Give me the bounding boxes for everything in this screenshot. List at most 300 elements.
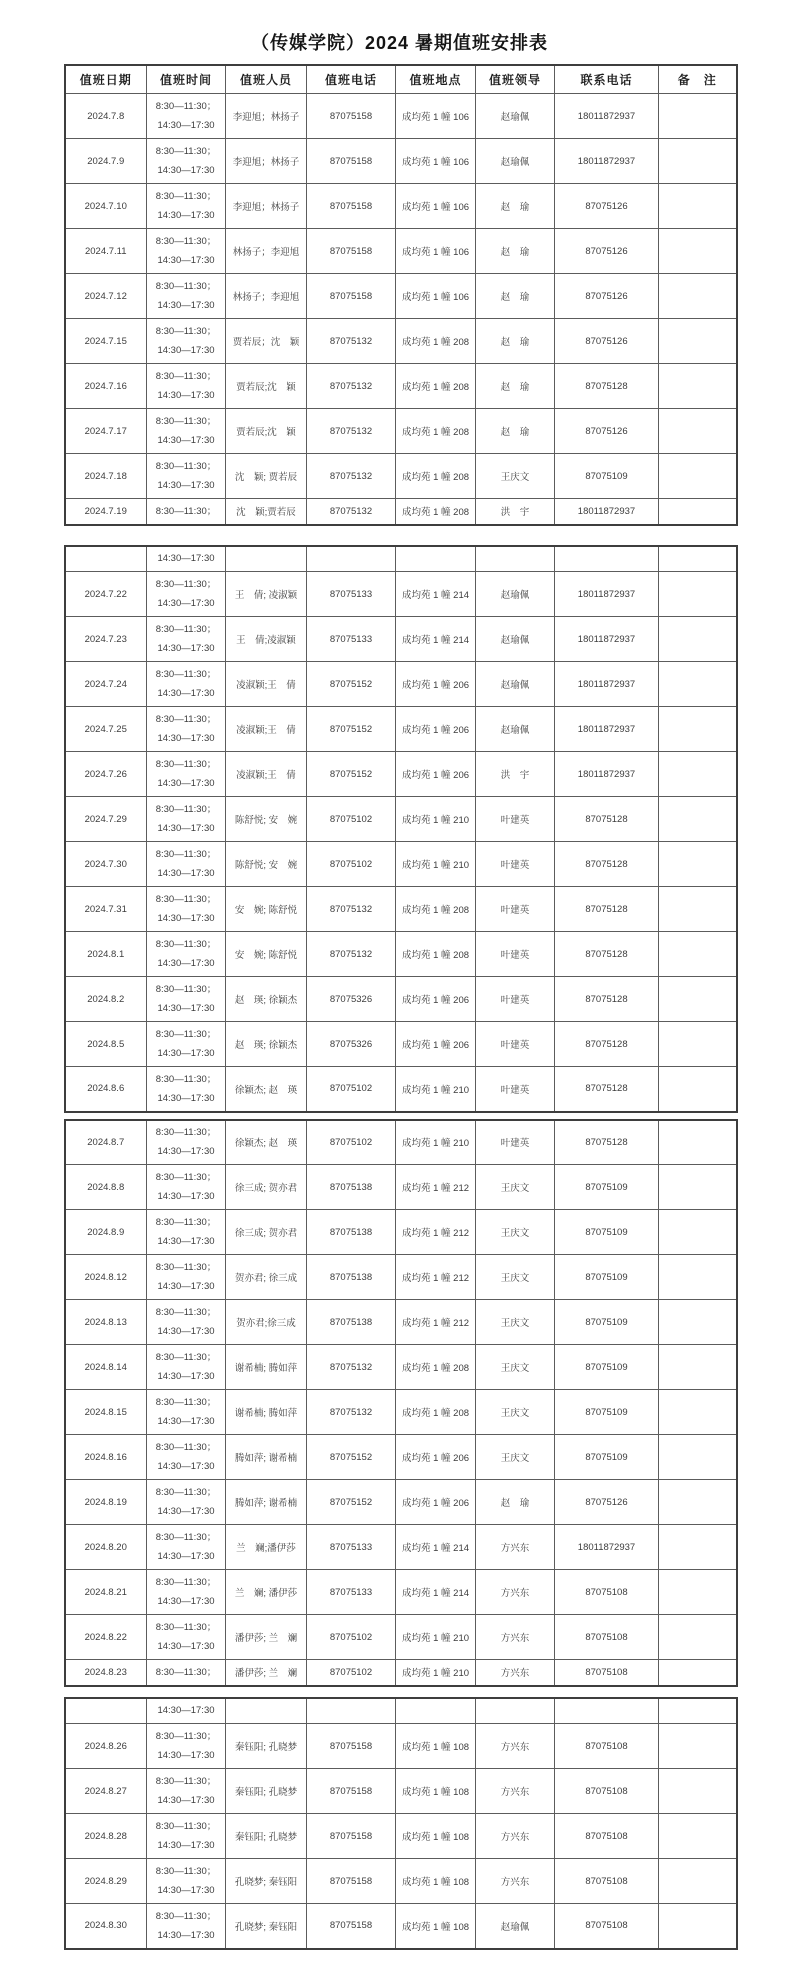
table-row: [65, 1390, 737, 1435]
contact-phone-cell: 18011872937: [555, 662, 659, 707]
duty-person-cell: 兰 斓; 潘伊莎: [226, 1570, 307, 1615]
duty-phone-cell: 87075132: [307, 499, 396, 525]
remark-cell: [659, 1904, 737, 1949]
duty-time-line: 8:30—11:30；: [155, 1622, 217, 1633]
duty-time-line: 14:30—17:30: [157, 1506, 215, 1517]
duty-time-line: 8:30—11:30；: [155, 326, 217, 337]
duty-time-cell: [147, 1525, 226, 1570]
duty-phone-cell: 87075132: [307, 1390, 396, 1435]
duty-person-cell: 徐三成; 贺亦君: [226, 1165, 307, 1210]
schedule-table-section-4: [64, 1697, 738, 1950]
duty-date-cell: 2024.8.22: [65, 1615, 147, 1660]
duty-time-line: 8:30—11:30；: [155, 1487, 217, 1498]
duty-time-cell: [147, 1435, 226, 1480]
duty-leader-cell: 赵瑜佩: [476, 94, 555, 139]
duty-phone-cell: 87075158: [307, 1814, 396, 1859]
duty-phone-cell: 87075138: [307, 1210, 396, 1255]
duty-leader-cell: 赵瑜佩: [476, 707, 555, 752]
duty-location-cell: 成均苑 1 幢 206: [396, 662, 476, 707]
duty-leader-cell: 方兴东: [476, 1615, 555, 1660]
duty-person-cell: 凌淑颖;王 倩: [226, 752, 307, 797]
duty-time-line: 8:30—11:30；: [155, 579, 217, 590]
table-row: [65, 662, 737, 707]
duty-date-cell: 2024.8.27: [65, 1769, 147, 1814]
duty-phone-cell: 87075102: [307, 1660, 396, 1686]
duty-date-cell: 2024.7.24: [65, 662, 147, 707]
duty-phone-cell: [307, 1698, 396, 1724]
duty-person-cell: 谢希楠; 腾如萍: [226, 1345, 307, 1390]
remark-cell: [659, 662, 737, 707]
duty-person-cell: 腾如萍; 谢希楠: [226, 1480, 307, 1525]
duty-date-cell: 2024.7.22: [65, 572, 147, 617]
duty-person-cell: 林扬子；李迎旭: [226, 274, 307, 319]
duty-location-cell: 成均苑 1 幢 206: [396, 1435, 476, 1480]
duty-phone-cell: 87075102: [307, 797, 396, 842]
duty-time-line: 8:30—11:30；: [155, 1731, 217, 1742]
duty-time-line: 8:30—11:30；: [155, 461, 217, 472]
duty-phone-cell: 87075133: [307, 1570, 396, 1615]
table-row: [65, 707, 737, 752]
duty-time-line: 8:30—11:30；: [155, 1821, 217, 1832]
duty-time-line: 14:30—17:30: [157, 1371, 215, 1382]
duty-leader-cell: 方兴东: [476, 1859, 555, 1904]
duty-time-line: 14:30—17:30: [157, 255, 215, 266]
duty-location-cell: 成均苑 1 幢 106: [396, 274, 476, 319]
duty-time-cell: [147, 1769, 226, 1814]
duty-date-cell: 2024.7.26: [65, 752, 147, 797]
duty-phone-cell: 87075158: [307, 1904, 396, 1949]
duty-phone-cell: 87075152: [307, 662, 396, 707]
table-row: [65, 94, 737, 139]
duty-person-cell: 王 倩; 凌淑颖: [226, 572, 307, 617]
duty-location-cell: 成均苑 1 幢 108: [396, 1769, 476, 1814]
duty-person-cell: 贺亦君; 徐三成: [226, 1255, 307, 1300]
remark-cell: [659, 1067, 737, 1112]
duty-person-cell: 安 婉; 陈舒悦: [226, 932, 307, 977]
duty-time-cell: [147, 1067, 226, 1112]
duty-time-line: 14:30—17:30: [157, 643, 215, 654]
table-row: [65, 364, 737, 409]
duty-time-cell: [147, 94, 226, 139]
header-row: [65, 65, 737, 94]
contact-phone-cell: 18011872937: [555, 139, 659, 184]
remark-cell: [659, 1724, 737, 1769]
duty-location-cell: 成均苑 1 幢 212: [396, 1255, 476, 1300]
contact-phone-cell: 87075126: [555, 1480, 659, 1525]
duty-phone-cell: 87075132: [307, 932, 396, 977]
duty-leader-cell: 王庆文: [476, 454, 555, 499]
duty-date-cell: 2024.7.9: [65, 139, 147, 184]
remark-cell: [659, 1345, 737, 1390]
duty-person-cell: 徐颖杰; 赵 瑛: [226, 1067, 307, 1112]
table-row: [65, 887, 737, 932]
remark-cell: [659, 1210, 737, 1255]
duty-date-cell: 2024.8.13: [65, 1300, 147, 1345]
contact-phone-cell: 87075108: [555, 1615, 659, 1660]
table-row: [65, 1724, 737, 1769]
contact-phone-cell: 87075108: [555, 1570, 659, 1615]
duty-date-cell: 2024.8.7: [65, 1120, 147, 1165]
duty-person-cell: 秦钰阳; 孔晓梦: [226, 1769, 307, 1814]
duty-location-cell: 成均苑 1 幢 208: [396, 932, 476, 977]
duty-time-cell: [147, 139, 226, 184]
remark-cell: [659, 184, 737, 229]
duty-time-line: 14:30—17:30: [157, 210, 215, 221]
duty-person-cell: [226, 546, 307, 572]
contact-phone-cell: 87075108: [555, 1904, 659, 1949]
duty-time-line: 14:30—17:30: [157, 435, 215, 446]
duty-time-cell: [147, 1120, 226, 1165]
duty-phone-cell: 87075158: [307, 229, 396, 274]
remark-cell: [659, 1769, 737, 1814]
duty-location-cell: 成均苑 1 幢 210: [396, 797, 476, 842]
remark-cell: [659, 546, 737, 572]
table-row: [65, 1435, 737, 1480]
duty-person-cell: 沈 颖; 贾若辰: [226, 454, 307, 499]
duty-leader-cell: 赵 瑜: [476, 1480, 555, 1525]
duty-time-line: 14:30—17:30: [157, 1092, 215, 1104]
duty-date-cell: 2024.7.25: [65, 707, 147, 752]
duty-leader-cell: 方兴东: [476, 1570, 555, 1615]
duty-time-line: 14:30—17:30: [157, 1416, 215, 1427]
remark-cell: [659, 1390, 737, 1435]
remark-cell: [659, 1814, 737, 1859]
duty-person-cell: 林扬子；李迎旭: [226, 229, 307, 274]
contact-phone-cell: 18011872937: [555, 617, 659, 662]
duty-phone-cell: 87075158: [307, 139, 396, 184]
duty-phone-cell: 87075132: [307, 364, 396, 409]
table-row: [65, 499, 737, 525]
duty-date-cell: 2024.8.12: [65, 1255, 147, 1300]
duty-leader-cell: 叶建英: [476, 887, 555, 932]
contact-phone-cell: 18011872937: [555, 1525, 659, 1570]
table-row: [65, 977, 737, 1022]
duty-leader-cell: 洪 宇: [476, 499, 555, 525]
duty-person-cell: 安 婉; 陈舒悦: [226, 887, 307, 932]
duty-time-line: 14:30—17:30: [157, 598, 215, 609]
duty-time-cell: [147, 229, 226, 274]
duty-time-line: 8:30—11:30；: [155, 759, 217, 770]
contact-phone-cell: 87075128: [555, 977, 659, 1022]
duty-time-cell: [147, 1480, 226, 1525]
duty-location-cell: 成均苑 1 幢 106: [396, 94, 476, 139]
duty-location-cell: 成均苑 1 幢 210: [396, 1660, 476, 1686]
duty-phone-cell: 87075132: [307, 319, 396, 364]
duty-leader-cell: 方兴东: [476, 1769, 555, 1814]
duty-leader-cell: 方兴东: [476, 1525, 555, 1570]
table-row: [65, 617, 737, 662]
contact-phone-cell: 18011872937: [555, 94, 659, 139]
duty-date-cell: 2024.7.12: [65, 274, 147, 319]
duty-time-line: 8:30—11:30；: [155, 624, 217, 635]
duty-time-line: 8:30—11:30；: [155, 849, 217, 860]
duty-phone-cell: [307, 546, 396, 572]
contact-phone-cell: 87075109: [555, 1210, 659, 1255]
duty-person-cell: 陈舒悦; 安 婉: [226, 842, 307, 887]
duty-time-line: 8:30—11:30；: [155, 1307, 217, 1318]
remark-cell: [659, 977, 737, 1022]
table-row: [65, 572, 737, 617]
duty-leader-cell: 方兴东: [476, 1814, 555, 1859]
duty-location-cell: 成均苑 1 幢 206: [396, 707, 476, 752]
schedule-table-section-3: [64, 1119, 738, 1687]
duty-date-cell: 2024.8.16: [65, 1435, 147, 1480]
duty-location-cell: 成均苑 1 幢 212: [396, 1210, 476, 1255]
table-row: [65, 797, 737, 842]
contact-phone-cell: 87075128: [555, 1067, 659, 1112]
duty-location-cell: 成均苑 1 幢 214: [396, 1525, 476, 1570]
duty-leader-cell: 赵瑜佩: [476, 139, 555, 184]
duty-date-cell: 2024.8.28: [65, 1814, 147, 1859]
duty-person-cell: 贾若辰;沈 颖: [226, 409, 307, 454]
duty-time-line: 8:30—11:30；: [155, 1217, 217, 1228]
duty-time-line: 14:30—17:30: [157, 345, 215, 356]
duty-phone-cell: 87075138: [307, 1300, 396, 1345]
duty-leader-cell: 王庆文: [476, 1300, 555, 1345]
duty-time-line: 14:30—17:30: [157, 1750, 215, 1761]
duty-location-cell: 成均苑 1 幢 206: [396, 1022, 476, 1067]
duty-time-cell: [147, 1300, 226, 1345]
column-header: 值班时间: [147, 65, 226, 94]
remark-cell: [659, 1615, 737, 1660]
duty-time-line: 8:30—11:30；: [155, 984, 217, 995]
duty-phone-cell: 87075152: [307, 1435, 396, 1480]
duty-date-cell: [65, 1698, 147, 1724]
duty-person-cell: 陈舒悦; 安 婉: [226, 797, 307, 842]
duty-time-line: 14:30—17:30: [157, 1461, 215, 1472]
duty-person-cell: 腾如萍; 谢希楠: [226, 1435, 307, 1480]
duty-date-cell: 2024.7.8: [65, 94, 147, 139]
duty-leader-cell: 王庆文: [476, 1255, 555, 1300]
table-row: [65, 1165, 737, 1210]
remark-cell: [659, 1300, 737, 1345]
duty-time-cell: [147, 707, 226, 752]
duty-leader-cell: 王庆文: [476, 1390, 555, 1435]
contact-phone-cell: 87075126: [555, 409, 659, 454]
duty-person-cell: 赵 瑛; 徐颖杰: [226, 1022, 307, 1067]
contact-phone-cell: 87075108: [555, 1814, 659, 1859]
remark-cell: [659, 1480, 737, 1525]
schedule-table-section-1: [64, 64, 738, 526]
duty-time-cell: [147, 662, 226, 707]
duty-time-line: 8:30—11:30；: [155, 1776, 217, 1787]
duty-time-line: 8:30—11:30；: [155, 416, 217, 427]
duty-time-cell: [147, 1165, 226, 1210]
duty-phone-cell: 87075132: [307, 1345, 396, 1390]
duty-time-line: 14:30—17:30: [157, 868, 215, 879]
duty-phone-cell: 87075133: [307, 617, 396, 662]
duty-location-cell: 成均苑 1 幢 106: [396, 184, 476, 229]
table-row: [65, 1120, 737, 1165]
duty-person-cell: 李迎旭；林扬子: [226, 139, 307, 184]
duty-person-cell: 徐颖杰; 赵 瑛: [226, 1120, 307, 1165]
duty-location-cell: [396, 1698, 476, 1724]
table-row: [65, 1210, 737, 1255]
duty-time-line: 14:30—17:30: [157, 1596, 215, 1607]
duty-time-line: 8:30—11:30；: [155, 1532, 217, 1543]
duty-leader-cell: 赵瑜佩: [476, 1904, 555, 1949]
duty-time-cell: [147, 1724, 226, 1769]
duty-location-cell: [396, 546, 476, 572]
duty-time-line: 8:30—11:30；: [155, 1866, 217, 1877]
contact-phone-cell: 87075108: [555, 1724, 659, 1769]
duty-person-cell: 徐三成; 贺亦君: [226, 1210, 307, 1255]
remark-cell: [659, 1859, 737, 1904]
duty-phone-cell: 87075133: [307, 572, 396, 617]
duty-leader-cell: 赵 瑜: [476, 409, 555, 454]
table-row: [65, 1255, 737, 1300]
contact-phone-cell: 87075126: [555, 184, 659, 229]
duty-time-cell: [147, 454, 226, 499]
duty-date-cell: 2024.8.14: [65, 1345, 147, 1390]
duty-leader-cell: 叶建英: [476, 1022, 555, 1067]
contact-phone-cell: 87075128: [555, 1022, 659, 1067]
duty-time-line: 8:30—11:30；: [155, 1127, 217, 1139]
duty-time-line: 14:30—17:30: [157, 553, 215, 565]
table-row: [65, 1570, 737, 1615]
remark-cell: [659, 617, 737, 662]
duty-time-cell: [147, 1660, 226, 1686]
duty-phone-cell: 87075102: [307, 1120, 396, 1165]
remark-cell: [659, 229, 737, 274]
contact-phone-cell: [555, 1698, 659, 1724]
duty-location-cell: 成均苑 1 幢 106: [396, 139, 476, 184]
table-row: [65, 1345, 737, 1390]
duty-location-cell: 成均苑 1 幢 214: [396, 572, 476, 617]
duty-time-cell: [147, 546, 226, 572]
duty-leader-cell: 叶建英: [476, 1120, 555, 1165]
duty-phone-cell: 87075132: [307, 887, 396, 932]
duty-schedule-table: [64, 64, 736, 1950]
duty-phone-cell: 87075138: [307, 1255, 396, 1300]
table-row: [65, 932, 737, 977]
duty-date-cell: 2024.7.15: [65, 319, 147, 364]
contact-phone-cell: 87075108: [555, 1769, 659, 1814]
duty-person-cell: 沈 颖;贾若辰: [226, 499, 307, 525]
duty-phone-cell: 87075158: [307, 1859, 396, 1904]
duty-time-cell: [147, 797, 226, 842]
remark-cell: [659, 454, 737, 499]
duty-time-line: 14:30—17:30: [157, 778, 215, 789]
duty-time-line: 8:30—11:30；: [155, 146, 217, 157]
duty-location-cell: 成均苑 1 幢 206: [396, 977, 476, 1022]
duty-date-cell: 2024.7.16: [65, 364, 147, 409]
duty-location-cell: 成均苑 1 幢 206: [396, 1480, 476, 1525]
duty-location-cell: 成均苑 1 幢 106: [396, 229, 476, 274]
duty-leader-cell: 叶建英: [476, 797, 555, 842]
duty-time-line: 8:30—11:30；: [155, 1172, 217, 1183]
duty-time-line: 14:30—17:30: [157, 733, 215, 744]
duty-time-cell: [147, 1345, 226, 1390]
duty-date-cell: 2024.7.18: [65, 454, 147, 499]
duty-date-cell: 2024.7.31: [65, 887, 147, 932]
table-row: [65, 184, 737, 229]
table-row: [65, 1660, 737, 1686]
duty-leader-cell: 赵 瑜: [476, 229, 555, 274]
duty-location-cell: 成均苑 1 幢 208: [396, 319, 476, 364]
table-row: [65, 1615, 737, 1660]
contact-phone-cell: [555, 546, 659, 572]
duty-phone-cell: 87075158: [307, 1724, 396, 1769]
remark-cell: [659, 932, 737, 977]
duty-time-line: 14:30—17:30: [157, 1146, 215, 1158]
duty-leader-cell: 叶建英: [476, 842, 555, 887]
duty-time-cell: [147, 1814, 226, 1859]
duty-time-cell: [147, 932, 226, 977]
remark-cell: [659, 797, 737, 842]
duty-date-cell: 2024.7.11: [65, 229, 147, 274]
duty-time-cell: [147, 184, 226, 229]
contact-phone-cell: 87075128: [555, 797, 659, 842]
duty-time-line: 8:30—11:30；: [155, 894, 217, 905]
duty-date-cell: 2024.8.1: [65, 932, 147, 977]
duty-phone-cell: 87075326: [307, 977, 396, 1022]
table-row: [65, 546, 737, 572]
duty-location-cell: 成均苑 1 幢 214: [396, 617, 476, 662]
contact-phone-cell: 87075126: [555, 274, 659, 319]
duty-leader-cell: 洪 宇: [476, 752, 555, 797]
duty-date-cell: 2024.8.19: [65, 1480, 147, 1525]
duty-person-cell: 凌淑颖;王 倩: [226, 707, 307, 752]
duty-location-cell: 成均苑 1 幢 208: [396, 409, 476, 454]
contact-phone-cell: 87075109: [555, 1255, 659, 1300]
duty-phone-cell: 87075102: [307, 842, 396, 887]
duty-time-line: 14:30—17:30: [157, 913, 215, 924]
table-row: [65, 752, 737, 797]
duty-person-cell: 贾若辰；沈 颖: [226, 319, 307, 364]
duty-time-line: 8:30—11:30；: [155, 281, 217, 292]
contact-phone-cell: 18011872937: [555, 499, 659, 525]
duty-date-cell: 2024.7.23: [65, 617, 147, 662]
duty-leader-cell: 王庆文: [476, 1435, 555, 1480]
duty-date-cell: 2024.7.10: [65, 184, 147, 229]
duty-time-cell: [147, 572, 226, 617]
duty-phone-cell: 87075132: [307, 454, 396, 499]
remark-cell: [659, 499, 737, 525]
contact-phone-cell: 87075109: [555, 1390, 659, 1435]
duty-location-cell: 成均苑 1 幢 212: [396, 1165, 476, 1210]
duty-location-cell: 成均苑 1 幢 210: [396, 1067, 476, 1112]
duty-time-line: 14:30—17:30: [157, 1885, 215, 1896]
duty-date-cell: 2024.8.30: [65, 1904, 147, 1949]
schedule-table-section-2: [64, 545, 738, 1113]
contact-phone-cell: 87075108: [555, 1859, 659, 1904]
duty-date-cell: 2024.8.21: [65, 1570, 147, 1615]
column-header: 值班电话: [307, 65, 396, 94]
duty-leader-cell: 王庆文: [476, 1165, 555, 1210]
duty-person-cell: 李迎旭；林扬子: [226, 94, 307, 139]
duty-time-line: 8:30—11:30；: [155, 939, 217, 950]
duty-phone-cell: 87075102: [307, 1067, 396, 1112]
duty-time-cell: [147, 1859, 226, 1904]
duty-leader-cell: [476, 546, 555, 572]
duty-location-cell: 成均苑 1 幢 206: [396, 752, 476, 797]
duty-time-line: 8:30—11:30；: [155, 371, 217, 382]
duty-time-line: 8:30—11:30；: [155, 1262, 217, 1273]
duty-location-cell: 成均苑 1 幢 208: [396, 499, 476, 525]
remark-cell: [659, 1660, 737, 1686]
contact-phone-cell: 87075109: [555, 1345, 659, 1390]
remark-cell: [659, 1255, 737, 1300]
duty-person-cell: 潘伊莎; 兰 斓: [226, 1615, 307, 1660]
contact-phone-cell: 87075109: [555, 1435, 659, 1480]
duty-time-line: 14:30—17:30: [157, 1281, 215, 1292]
duty-time-line: 8:30—11:30；: [155, 1577, 217, 1588]
duty-time-line: 14:30—17:30: [157, 480, 215, 491]
duty-time-cell: [147, 1904, 226, 1949]
duty-time-line: 14:30—17:30: [157, 390, 215, 401]
column-header: 值班日期: [65, 65, 147, 94]
